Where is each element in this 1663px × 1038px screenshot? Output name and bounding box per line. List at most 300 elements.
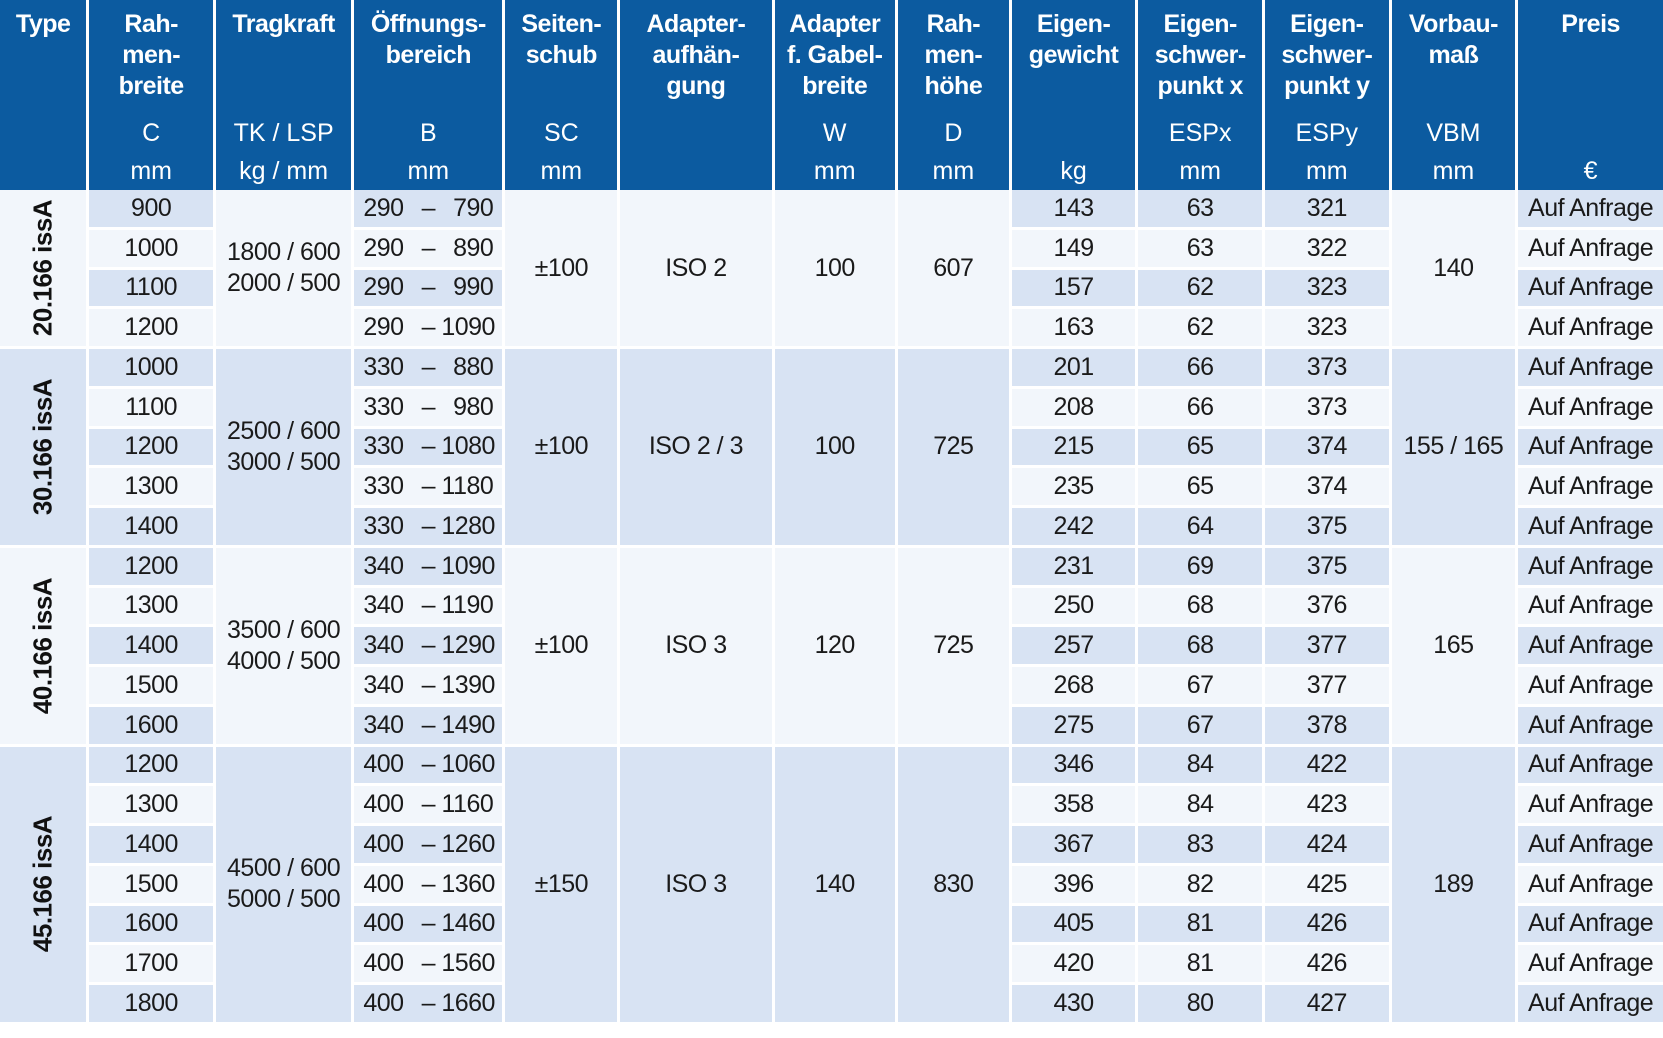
column-title-line: gewicht — [1028, 41, 1119, 69]
opening-range-cell — [354, 429, 505, 469]
frame-width-cell: 1600 — [89, 906, 216, 946]
opening-to: 1490 — [441, 710, 495, 739]
table-row — [0, 349, 1663, 389]
cog-y-cell: 426 — [1265, 945, 1392, 985]
opening-dash: – — [421, 233, 436, 262]
opening-from: 330 — [363, 352, 404, 381]
column-title-line: Adapter — [789, 10, 881, 38]
frame-width-cell: 1100 — [89, 389, 216, 429]
frame-width-cell: 1600 — [89, 707, 216, 747]
weight-cell: 201 — [1012, 349, 1139, 389]
fork-width-cell: 120 — [775, 548, 898, 747]
side-shift-cell: ±100 — [505, 190, 620, 349]
frame-width-cell: 1300 — [89, 588, 216, 628]
column-symbol: B — [419, 119, 437, 147]
column-header-overhang — [1392, 0, 1519, 190]
opening-from: 400 — [363, 909, 404, 938]
adapter-mount-cell: ISO 2 — [620, 190, 774, 349]
cog-y-cell: 375 — [1265, 508, 1392, 548]
price-cell: Auf Anfrage — [1518, 667, 1663, 707]
weight-cell: 358 — [1012, 786, 1139, 826]
column-title — [1392, 0, 1516, 114]
opening-dash: – — [421, 790, 436, 819]
frame-width-cell: 1400 — [89, 627, 216, 667]
opening-to: 1360 — [441, 869, 495, 898]
capacity-line: 2500 / 600 — [227, 416, 341, 445]
weight-cell: 163 — [1012, 309, 1139, 349]
frame-width-cell: 1200 — [89, 429, 216, 469]
opening-dash: – — [421, 631, 436, 660]
opening-from: 400 — [363, 869, 404, 898]
frame-width-cell: 1800 — [89, 985, 216, 1025]
column-symbol: ESPy — [1295, 119, 1359, 147]
opening-dash: – — [421, 273, 436, 302]
weight-cell: 420 — [1012, 945, 1139, 985]
opening-from: 330 — [363, 392, 404, 421]
cog-x-cell: 83 — [1138, 826, 1265, 866]
weight-cell: 405 — [1012, 906, 1139, 946]
opening-to: 1560 — [441, 949, 495, 978]
column-unit: mm — [130, 157, 172, 185]
opening-range-cell — [354, 786, 505, 826]
type-label: 20.166 issA — [27, 199, 58, 337]
cog-y-cell: 323 — [1265, 270, 1392, 310]
opening-range-cell — [354, 985, 505, 1025]
column-title-line: Type — [15, 10, 71, 38]
frame-width-cell: 1200 — [89, 309, 216, 349]
capacity-cell — [216, 747, 354, 1025]
opening-from: 400 — [363, 988, 404, 1017]
weight-cell: 157 — [1012, 270, 1139, 310]
adapter-mount-cell: ISO 3 — [620, 548, 774, 747]
column-title-line: höhe — [924, 72, 983, 100]
column-title-line: Eigen- — [1290, 10, 1364, 38]
capacity-line: 4500 / 600 — [227, 854, 341, 883]
opening-from: 340 — [363, 591, 404, 620]
column-symbol: C — [142, 119, 161, 147]
weight-cell: 367 — [1012, 826, 1139, 866]
opening-from: 400 — [363, 949, 404, 978]
column-title — [1138, 0, 1262, 114]
cog-x-cell: 66 — [1138, 389, 1265, 429]
overhang-cell: 155 / 165 — [1392, 349, 1519, 548]
opening-dash: – — [421, 472, 436, 501]
opening-from: 340 — [363, 551, 404, 580]
column-unit: € — [1583, 157, 1598, 185]
column-title-line: maß — [1428, 41, 1479, 69]
column-title-line: schub — [525, 41, 597, 69]
frame-width-cell: 1400 — [89, 826, 216, 866]
column-header-fork-width — [775, 0, 898, 190]
price-cell: Auf Anfrage — [1518, 309, 1663, 349]
table-body — [0, 190, 1663, 1025]
opening-range-cell — [354, 508, 505, 548]
column-title — [1518, 0, 1663, 114]
cog-x-cell: 63 — [1138, 190, 1265, 230]
column-unit: mm — [1179, 157, 1222, 185]
weight-cell: 257 — [1012, 627, 1139, 667]
column-title — [216, 0, 351, 114]
column-unit: kg — [1060, 157, 1087, 185]
price-cell: Auf Anfrage — [1518, 985, 1663, 1025]
price-cell: Auf Anfrage — [1518, 349, 1663, 389]
column-header-cog-y — [1265, 0, 1392, 190]
opening-to: 1460 — [441, 909, 495, 938]
opening-range-cell — [354, 667, 505, 707]
column-header-side-shift — [505, 0, 620, 190]
cog-x-cell: 84 — [1138, 786, 1265, 826]
frame-width-cell: 1300 — [89, 468, 216, 508]
column-header-frame-height — [898, 0, 1012, 190]
type-cell — [0, 190, 89, 349]
price-cell: Auf Anfrage — [1518, 747, 1663, 787]
weight-cell: 149 — [1012, 230, 1139, 270]
column-title-line: breite — [118, 72, 184, 100]
capacity-cell — [216, 349, 354, 548]
overhang-cell: 140 — [1392, 190, 1519, 349]
frame-width-cell: 1000 — [89, 349, 216, 389]
price-cell: Auf Anfrage — [1518, 508, 1663, 548]
column-title-line: gung — [666, 72, 726, 100]
column-title — [89, 0, 213, 114]
column-title-line: punkt x — [1157, 72, 1243, 100]
column-header-adapter-mount — [620, 0, 774, 190]
opening-from: 290 — [363, 313, 404, 342]
fork-width-cell: 100 — [775, 349, 898, 548]
cog-x-cell: 81 — [1138, 945, 1265, 985]
opening-from: 330 — [363, 511, 404, 540]
opening-from: 340 — [363, 670, 404, 699]
column-title-line: Vorbau- — [1408, 10, 1498, 38]
price-cell: Auf Anfrage — [1518, 468, 1663, 508]
opening-to: 990 — [453, 273, 494, 302]
opening-to: 1280 — [441, 511, 495, 540]
cog-x-cell: 62 — [1138, 309, 1265, 349]
cog-x-cell: 69 — [1138, 548, 1265, 588]
cog-x-cell: 84 — [1138, 747, 1265, 787]
cog-x-cell: 65 — [1138, 429, 1265, 469]
overhang-cell: 165 — [1392, 548, 1519, 747]
frame-height-cell: 725 — [898, 548, 1012, 747]
opening-dash: – — [421, 909, 436, 938]
header-row — [0, 0, 1663, 190]
frame-width-cell: 1000 — [89, 230, 216, 270]
adapter-mount-cell: ISO 3 — [620, 747, 774, 1025]
column-title-line: punkt y — [1284, 72, 1370, 100]
column-header-capacity — [216, 0, 354, 190]
frame-width-cell: 1200 — [89, 548, 216, 588]
price-cell: Auf Anfrage — [1518, 707, 1663, 747]
opening-to: 1660 — [441, 988, 495, 1017]
opening-to: 1080 — [441, 432, 495, 461]
cog-x-cell: 62 — [1138, 270, 1265, 310]
column-symbol: VBM — [1426, 119, 1481, 147]
opening-dash: – — [421, 988, 436, 1017]
column-title-line: breite — [802, 72, 868, 100]
adapter-mount-cell: ISO 2 / 3 — [620, 349, 774, 548]
opening-range-cell — [354, 707, 505, 747]
cog-y-cell: 323 — [1265, 309, 1392, 349]
opening-range-cell — [354, 826, 505, 866]
price-cell: Auf Anfrage — [1518, 906, 1663, 946]
column-title-line: Eigen- — [1163, 10, 1237, 38]
opening-to: 1290 — [441, 631, 495, 660]
frame-width-cell: 1400 — [89, 508, 216, 548]
column-title — [505, 0, 617, 114]
opening-dash: – — [421, 551, 436, 580]
cog-y-cell: 373 — [1265, 349, 1392, 389]
capacity-cell — [216, 190, 354, 349]
weight-cell: 143 — [1012, 190, 1139, 230]
price-cell: Auf Anfrage — [1518, 389, 1663, 429]
opening-dash: – — [421, 829, 436, 858]
opening-to: 1160 — [441, 790, 494, 819]
column-title-line: Rah- — [124, 10, 178, 38]
opening-to: 1090 — [441, 313, 495, 342]
opening-dash: – — [421, 670, 436, 699]
frame-height-cell: 830 — [898, 747, 1012, 1025]
price-cell: Auf Anfrage — [1518, 230, 1663, 270]
table-row — [0, 190, 1663, 230]
opening-dash: – — [421, 313, 436, 342]
opening-to: 1060 — [441, 750, 495, 779]
frame-height-cell: 607 — [898, 190, 1012, 349]
type-label: 40.166 issA — [27, 577, 58, 714]
price-cell: Auf Anfrage — [1518, 826, 1663, 866]
opening-from: 290 — [363, 233, 404, 262]
column-header-opening-range — [354, 0, 505, 190]
cog-y-cell: 373 — [1265, 389, 1392, 429]
opening-range-cell — [354, 270, 505, 310]
column-title — [354, 0, 502, 114]
frame-width-cell: 900 — [89, 190, 216, 230]
cog-x-cell: 68 — [1138, 627, 1265, 667]
opening-dash: – — [421, 352, 436, 381]
table-row — [0, 548, 1663, 588]
opening-dash: – — [421, 392, 436, 421]
opening-from: 340 — [363, 710, 404, 739]
opening-to: 1180 — [441, 472, 494, 501]
capacity-line: 3500 / 600 — [227, 615, 341, 644]
column-unit: mm — [813, 157, 856, 185]
column-title-line: Seiten- — [521, 10, 602, 38]
capacity-line: 1800 / 600 — [227, 238, 341, 266]
type-label: 45.166 issA — [27, 816, 58, 953]
column-title-line: Tragkraft — [232, 10, 335, 38]
cog-y-cell: 321 — [1265, 190, 1392, 230]
cog-y-cell: 425 — [1265, 866, 1392, 906]
cog-x-cell: 81 — [1138, 906, 1265, 946]
opening-dash: – — [421, 869, 436, 898]
opening-to: 1390 — [441, 670, 495, 699]
opening-from: 400 — [363, 829, 404, 858]
cog-y-cell: 377 — [1265, 627, 1392, 667]
column-header-cog-x — [1138, 0, 1265, 190]
cog-x-cell: 80 — [1138, 985, 1265, 1025]
cog-x-cell: 82 — [1138, 866, 1265, 906]
opening-dash: – — [421, 710, 436, 739]
opening-from: 330 — [363, 472, 404, 501]
opening-range-cell — [354, 747, 505, 787]
opening-to: 880 — [453, 352, 494, 381]
opening-from: 400 — [363, 790, 404, 819]
column-title — [898, 0, 1009, 114]
weight-cell: 275 — [1012, 707, 1139, 747]
column-title-line: bereich — [385, 41, 472, 69]
opening-from: 340 — [363, 631, 404, 660]
column-symbol: SC — [543, 119, 579, 147]
column-symbol: ESPx — [1168, 119, 1232, 147]
opening-to: 1190 — [441, 591, 494, 620]
capacity-line: 5000 / 500 — [227, 885, 341, 914]
column-title-line: men- — [122, 41, 181, 69]
column-unit: kg / mm — [239, 157, 329, 185]
cog-x-cell: 64 — [1138, 508, 1265, 548]
table-header — [0, 0, 1663, 190]
column-title-line: Öffnungs- — [370, 10, 486, 38]
cog-y-cell: 378 — [1265, 707, 1392, 747]
opening-range-cell — [354, 627, 505, 667]
column-title-line: men- — [924, 41, 983, 69]
side-shift-cell: ±100 — [505, 349, 620, 548]
capacity-line: 4000 / 500 — [227, 646, 341, 675]
column-title — [1012, 0, 1136, 114]
opening-range-cell — [354, 349, 505, 389]
fork-width-cell: 100 — [775, 190, 898, 349]
column-title — [1265, 0, 1389, 114]
opening-to: 790 — [453, 193, 494, 222]
frame-width-cell: 1300 — [89, 786, 216, 826]
cog-y-cell: 377 — [1265, 667, 1392, 707]
side-shift-cell: ±150 — [505, 747, 620, 1025]
column-unit: mm — [407, 157, 450, 185]
cog-x-cell: 67 — [1138, 667, 1265, 707]
column-title — [775, 0, 895, 114]
opening-range-cell — [354, 548, 505, 588]
price-cell: Auf Anfrage — [1518, 548, 1663, 588]
column-title-line: aufhän- — [652, 41, 740, 69]
price-cell: Auf Anfrage — [1518, 866, 1663, 906]
opening-range-cell — [354, 866, 505, 906]
opening-from: 290 — [363, 193, 404, 222]
cog-y-cell: 422 — [1265, 747, 1392, 787]
opening-dash: – — [421, 949, 436, 978]
column-header-weight — [1012, 0, 1139, 190]
type-cell — [0, 548, 89, 747]
frame-width-cell: 1700 — [89, 945, 216, 985]
cog-x-cell: 63 — [1138, 230, 1265, 270]
frame-width-cell: 1100 — [89, 270, 216, 310]
type-label: 30.166 issA — [27, 378, 58, 515]
column-unit: mm — [932, 157, 975, 185]
column-header-type — [0, 0, 89, 190]
type-cell — [0, 349, 89, 548]
opening-from: 400 — [363, 750, 404, 779]
column-title-line: Eigen- — [1036, 10, 1111, 38]
opening-dash: – — [421, 193, 436, 222]
fork-width-cell: 140 — [775, 747, 898, 1025]
cog-y-cell: 426 — [1265, 906, 1392, 946]
table-row — [0, 747, 1663, 787]
opening-from: 290 — [363, 273, 404, 302]
weight-cell: 231 — [1012, 548, 1139, 588]
opening-range-cell — [354, 468, 505, 508]
cog-x-cell: 68 — [1138, 588, 1265, 628]
weight-cell: 250 — [1012, 588, 1139, 628]
opening-dash: – — [421, 591, 436, 620]
price-cell: Auf Anfrage — [1518, 627, 1663, 667]
column-title-line: Preis — [1561, 10, 1620, 38]
column-title-line: Rah- — [926, 10, 981, 38]
cog-y-cell: 322 — [1265, 230, 1392, 270]
opening-to: 980 — [453, 392, 494, 421]
column-unit: mm — [1305, 157, 1348, 185]
price-cell: Auf Anfrage — [1518, 270, 1663, 310]
column-title — [620, 0, 771, 114]
cog-y-cell: 374 — [1265, 429, 1392, 469]
overhang-cell: 189 — [1392, 747, 1519, 1025]
cog-y-cell: 374 — [1265, 468, 1392, 508]
column-symbol: D — [944, 119, 963, 147]
frame-height-cell: 725 — [898, 349, 1012, 548]
weight-cell: 430 — [1012, 985, 1139, 1025]
capacity-line: 2000 / 500 — [227, 269, 341, 297]
cog-y-cell: 375 — [1265, 548, 1392, 588]
weight-cell: 215 — [1012, 429, 1139, 469]
opening-range-cell — [354, 588, 505, 628]
cog-y-cell: 376 — [1265, 588, 1392, 628]
weight-cell: 396 — [1012, 866, 1139, 906]
price-cell: Auf Anfrage — [1518, 786, 1663, 826]
frame-width-cell: 1500 — [89, 866, 216, 906]
opening-to: 1260 — [441, 829, 495, 858]
weight-cell: 208 — [1012, 389, 1139, 429]
weight-cell: 242 — [1012, 508, 1139, 548]
capacity-line: 3000 / 500 — [227, 447, 341, 476]
column-title-line: schwer- — [1281, 41, 1373, 69]
cog-y-cell: 424 — [1265, 826, 1392, 866]
opening-range-cell — [354, 906, 505, 946]
cog-x-cell: 67 — [1138, 707, 1265, 747]
opening-dash: – — [421, 432, 436, 461]
price-cell: Auf Anfrage — [1518, 588, 1663, 628]
frame-width-cell: 1200 — [89, 747, 216, 787]
price-cell: Auf Anfrage — [1518, 190, 1663, 230]
column-unit: mm — [1432, 157, 1475, 185]
capacity-cell — [216, 548, 354, 747]
column-symbol: W — [822, 119, 847, 147]
column-header-frame-width — [89, 0, 216, 190]
column-title-line: Adapter- — [646, 10, 746, 38]
opening-dash: – — [421, 750, 436, 779]
column-title-line: f. Gabel- — [786, 41, 883, 69]
opening-range-cell — [354, 389, 505, 429]
price-cell: Auf Anfrage — [1518, 945, 1663, 985]
opening-range-cell — [354, 945, 505, 985]
column-title — [0, 0, 86, 114]
cog-y-cell: 427 — [1265, 985, 1392, 1025]
opening-dash: – — [421, 511, 436, 540]
column-header-price — [1518, 0, 1663, 190]
opening-to: 890 — [453, 233, 494, 262]
cog-y-cell: 423 — [1265, 786, 1392, 826]
cog-x-cell: 66 — [1138, 349, 1265, 389]
opening-to: 1090 — [441, 551, 495, 580]
opening-range-cell — [354, 309, 505, 349]
weight-cell: 268 — [1012, 667, 1139, 707]
type-cell — [0, 747, 89, 1025]
weight-cell: 235 — [1012, 468, 1139, 508]
